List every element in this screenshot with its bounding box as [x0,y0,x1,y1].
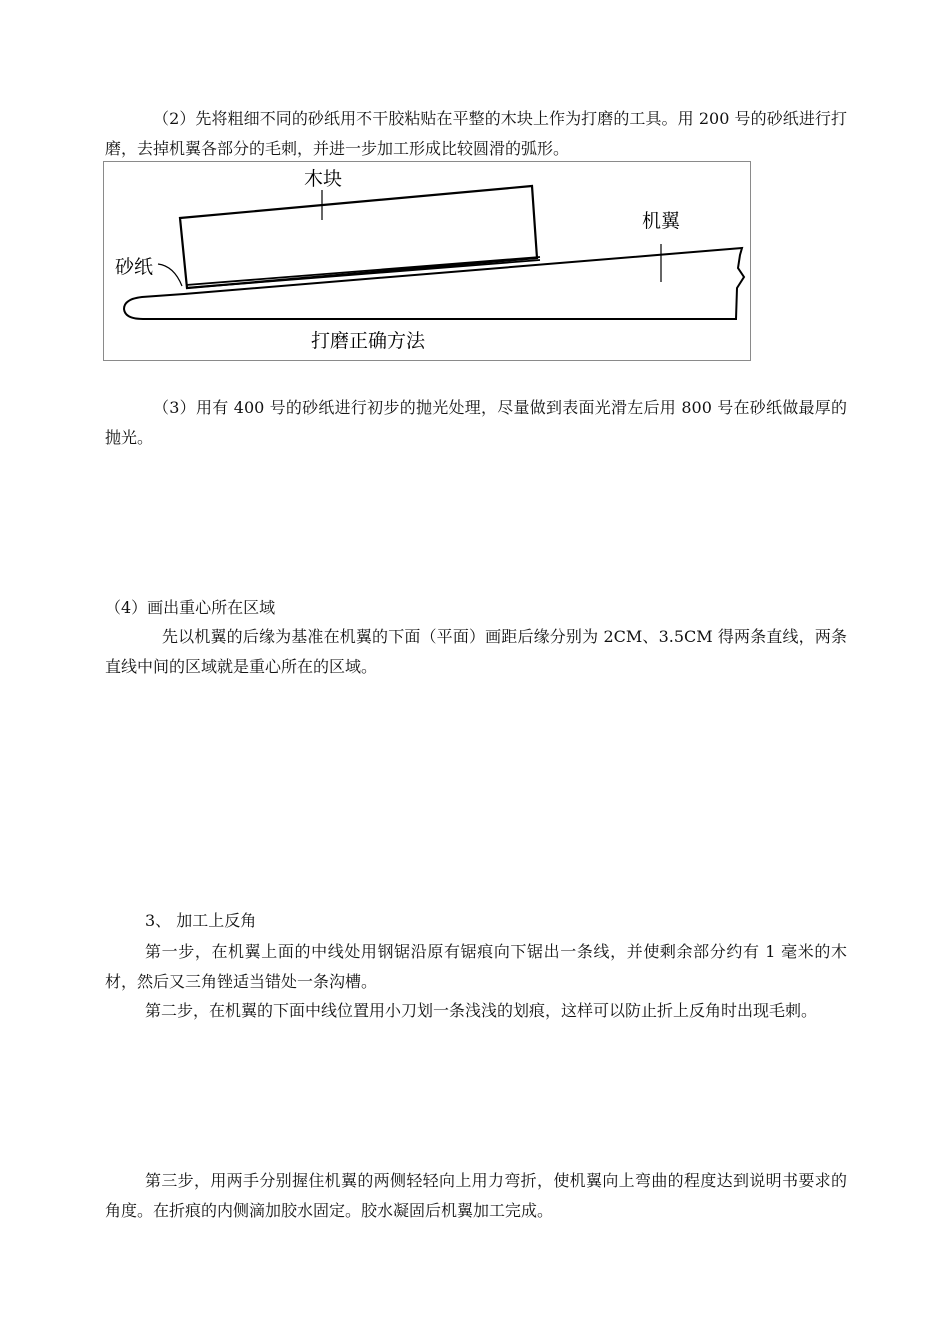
label-wood-block: 木块 [304,168,343,190]
wing-profile [124,248,744,319]
sandpaper-leader-line [158,264,182,286]
paragraph-step-3: （3）用有 400 号的砂纸进行初步的抛光处理，尽量做到表面光滑左后用 800 号在砂纸做最厚的抛光。 [105,398,847,447]
sandpaper-line-bottom [186,260,540,288]
heading-step-4: （4）画出重心所在区域 [105,598,276,617]
label-sandpaper: 砂纸 [115,256,154,278]
section-3-step-2: 第二步，在机翼的下面中线位置用小刀划一条浅浅的划痕，这样可以防止折上反角时出现毛刺。 [145,1001,818,1020]
section-3-step-3: 第三步，用两手分别握住机翼的两侧轻轻向上用力弯折，使机翼向上弯曲的程度达到说明书要求的角度。在折痕的内侧滴加胶水固定。胶水凝固后机翼加工完成。 [105,1171,847,1220]
paragraph-step-2: （2）先将粗细不同的砂纸用不干胶粘贴在平整的木块上作为打磨的工具。用 200 号的砂纸进行打磨，去掉机翼各部分的毛刺，并进一步加工形成比较圆滑的弧形。 [105,109,847,158]
sanding-diagram [103,161,751,361]
section-3-step-1: 第一步，在机翼上面的中线处用钢锯沿原有锯痕向下锯出一条线，并使剩余部分约有 1 毫米的木材，然后又三角锉适当错处一条沟槽。 [105,942,847,991]
sandpaper-line-top [186,257,540,285]
wood-block-shape [180,186,537,288]
sanding-illustration [104,162,752,362]
paragraph-step-4: 先以机翼的后缘为基准在机翼的下面（平面）画距后缘分别为 2CM、3.5CM 得两条直线，两条直线中间的区域就是重心所在的区域。 [105,627,847,676]
section-3-heading: 3、 加工上反角 [145,911,257,930]
label-wing: 机翼 [642,210,681,232]
figure-caption: 打磨正确方法 [311,330,426,352]
